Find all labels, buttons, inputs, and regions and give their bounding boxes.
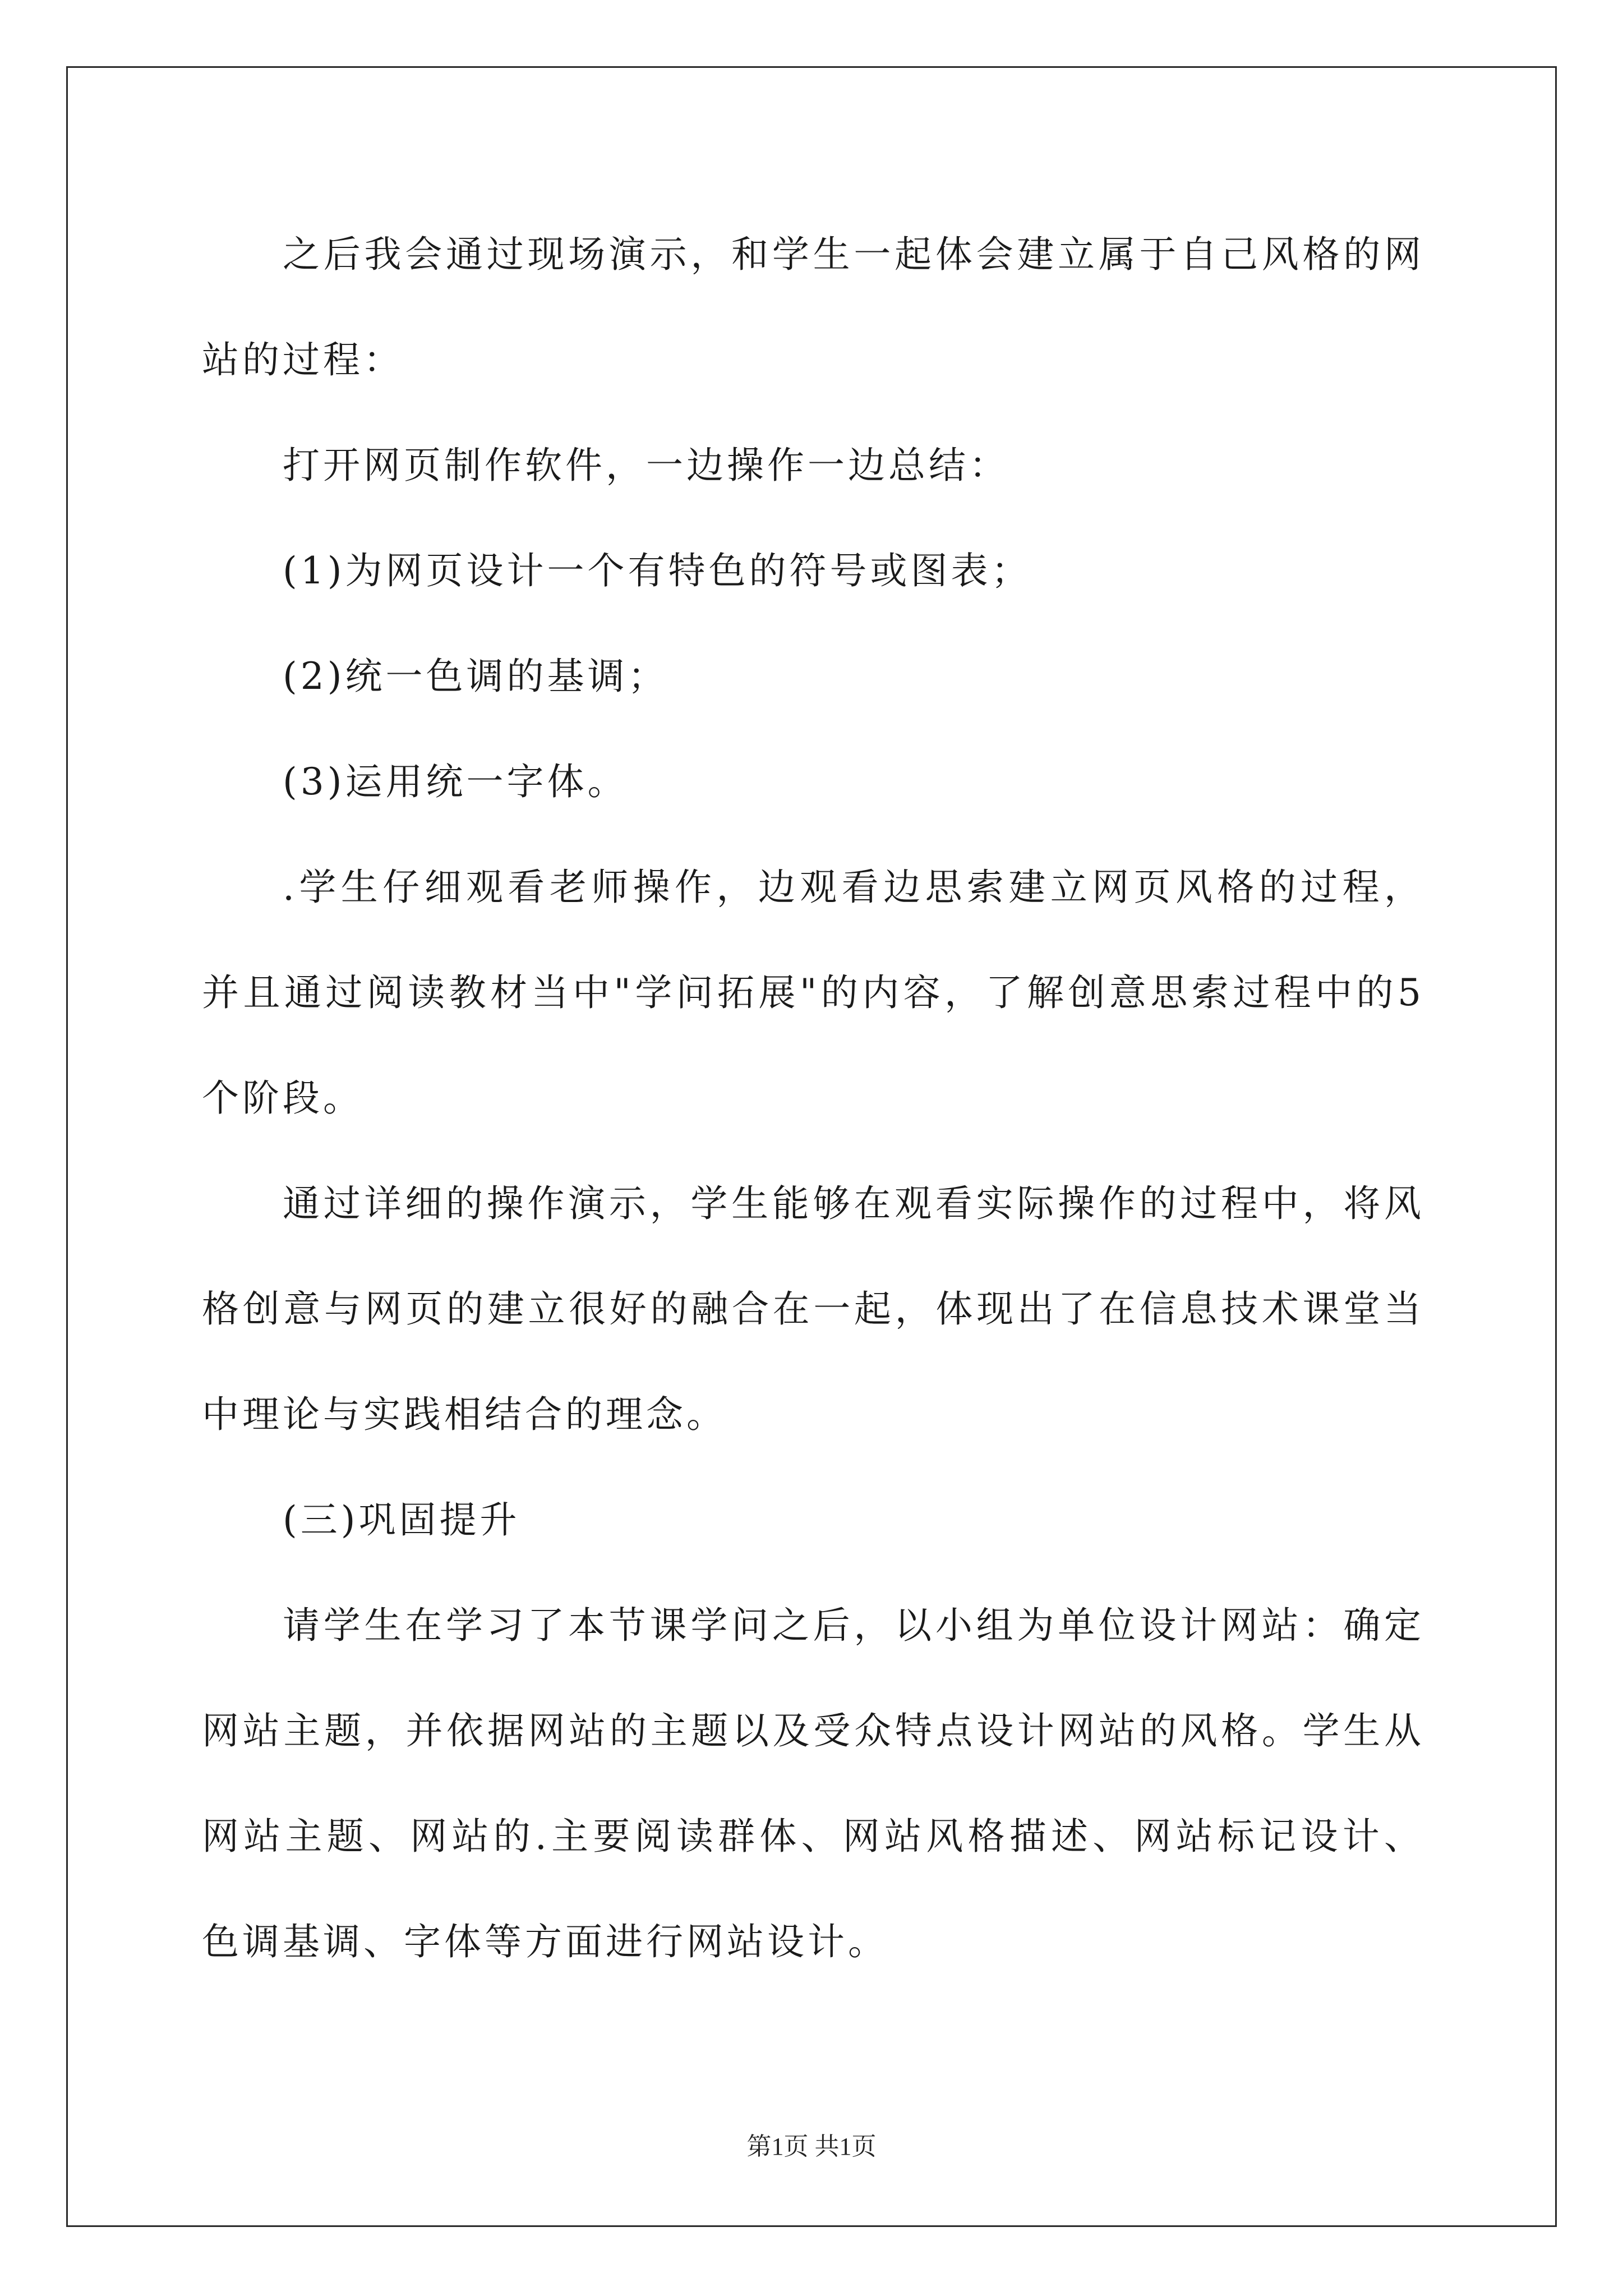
paragraph: 打开网页制作软件，一边操作一边总结： — [283, 444, 1009, 487]
section-heading: (三)巩固提升 — [283, 1498, 520, 1542]
list-item: (1)为网页设计一个有特色的符号或图表； — [283, 549, 1032, 592]
paragraph: 通过详细的操作演示，学生能够在观看实际操作的过程中，将风格创意与网页的建立很好的融合在一起，体现出了在信息技术课堂当中理论与实践相结合的理念。 — [202, 1182, 1424, 1436]
paragraph: .学生仔细观看老师操作，边观看边思索建立网页风格的过程，并且通过阅读教材当中"学问拓展"的内容，了解创意思索过程中的5个阶段。 — [202, 866, 1424, 1120]
document-body — [202, 202, 1424, 1995]
list-item: (3)运用统一字体。 — [283, 760, 628, 803]
page-number-footer: 第1页 共1页 — [746, 2133, 877, 2160]
paragraph: 请学生在学习了本节课学问之后，以小组为单位设计网站：确定网站主题，并依据网站的主题以及受众特点设计网站的风格。学生从网站主题、网站的.主要阅读群体、网站风格描述、网站标记设计、色调基调、字体等方面进行网站设计。 — [202, 1604, 1424, 1963]
list-item: (2)统一色调的基调； — [283, 655, 668, 698]
paragraph: 之后我会通过现场演示，和学生一起体会建立属于自己风格的网站的过程： — [202, 233, 1424, 381]
